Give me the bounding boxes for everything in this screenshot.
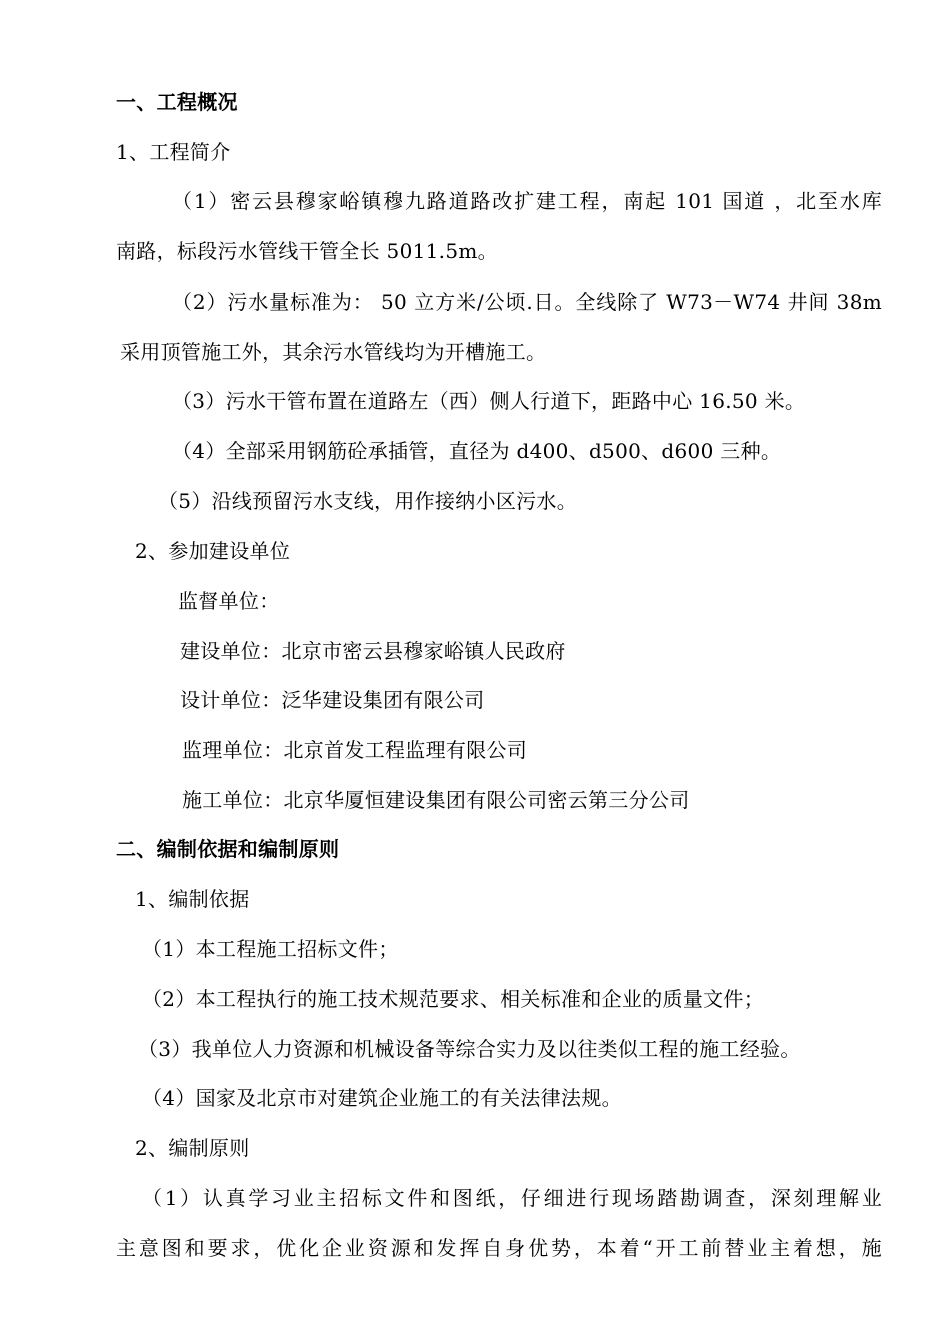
- paragraph-5: （5）沿线预留污水支线，用作接纳小区污水。: [158, 489, 578, 513]
- subsection-title-basis: 1、编制依据: [135, 887, 250, 911]
- basis-item-4: （4）国家及北京市对建筑企业施工的有关法律法规。: [142, 1086, 622, 1110]
- subsection-title-units: 2、参加建设单位: [135, 539, 291, 563]
- section-heading-basis: 二、编制依据和编制原则: [116, 837, 340, 861]
- paragraph-4: （4）全部采用钢筋砼承插管，直径为 d400、d500、d600 三种。: [172, 439, 782, 463]
- subsection-title-principles: 2、编制原则: [135, 1136, 250, 1160]
- paragraph-1-line-2: 南路，标段污水管线干管全长 5011.5m。: [116, 239, 498, 263]
- subsection-title-intro: 1、工程简介: [116, 140, 231, 164]
- unit-supervisor: 监理单位：北京首发工程监理有限公司: [182, 738, 528, 762]
- unit-design: 设计单位：泛华建设集团有限公司: [180, 688, 485, 712]
- paragraph-2-line-2: 采用顶管施工外，其余污水管线均为开槽施工。: [120, 340, 547, 364]
- basis-item-1: （1）本工程施工招标文件；: [142, 937, 399, 961]
- unit-supervision: 监督单位：: [178, 589, 280, 613]
- principle-1-line-1: （1）认真学习业主招标文件和图纸，仔细进行现场踏勘调查，深刻理解业: [142, 1186, 882, 1210]
- principle-1-line-2: 主意图和要求，优化企业资源和发挥自身优势，本着“开工前替业主着想，施: [116, 1236, 882, 1260]
- section-heading-overview: 一、工程概况: [116, 90, 238, 114]
- unit-owner: 建设单位：北京市密云县穆家峪镇人民政府: [180, 639, 566, 663]
- unit-contractor: 施工单位：北京华厦恒建设集团有限公司密云第三分公司: [182, 788, 690, 812]
- basis-item-2: （2）本工程执行的施工技术规范要求、相关标准和企业的质量文件；: [142, 987, 765, 1011]
- paragraph-2-line-1: （2）污水量标准为： 50 立方米/公顷.日。全线除了 W73－W74 井间 38m: [172, 290, 882, 314]
- paragraph-1-line-1: （1）密云县穆家峪镇穆九路道路改扩建工程，南起 101 国道 ，北至水库: [172, 189, 882, 213]
- basis-item-3: （3）我单位人力资源和机械设备等综合实力及以往类似工程的施工经验。: [138, 1037, 801, 1061]
- paragraph-3: （3）污水干管布置在道路左（西）侧人行道下，距路中心 16.50 米。: [172, 389, 806, 413]
